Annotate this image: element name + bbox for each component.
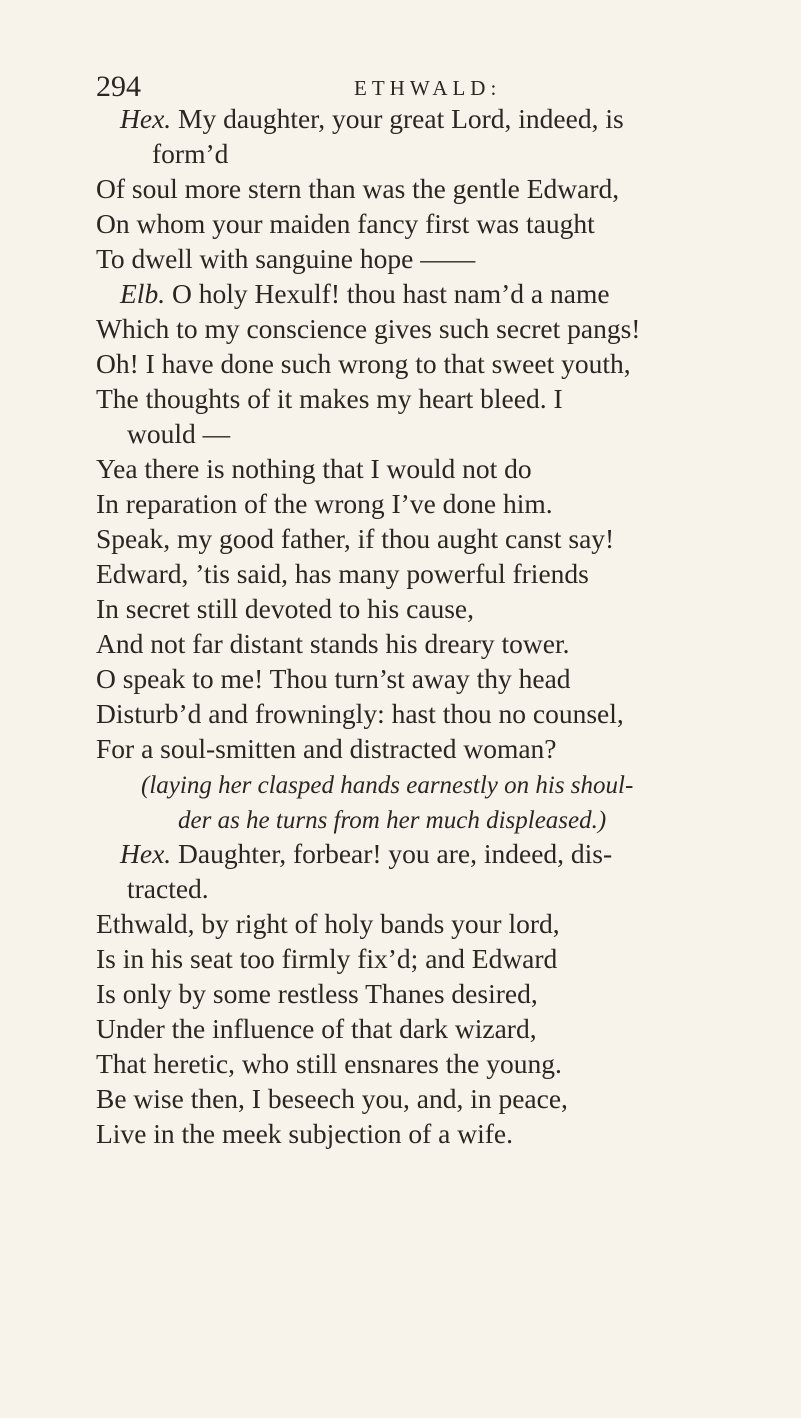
line-text: Live in the meek subjection of a wife. bbox=[96, 1118, 513, 1149]
verse-line bbox=[96, 487, 553, 521]
line-text: Yea there is nothing that I would not do bbox=[96, 453, 532, 484]
line-text: In secret still devoted to his cause, bbox=[96, 593, 475, 624]
verse-line bbox=[141, 767, 633, 803]
verse-line bbox=[120, 102, 624, 136]
verse-line bbox=[96, 522, 614, 556]
verse-line bbox=[127, 872, 209, 906]
stage-direction: der as he turns from her much displeased.) bbox=[178, 807, 607, 834]
verse-line bbox=[127, 417, 230, 451]
verse-line bbox=[120, 277, 610, 311]
verse-line bbox=[96, 312, 640, 346]
stage-direction: (laying her clasped hands earnestly on his shoul- bbox=[141, 772, 634, 799]
line-text: O holy Hexulf! thou hast nam’d a name bbox=[165, 278, 610, 309]
verse-line bbox=[96, 557, 589, 591]
line-text: Is in his seat too firmly fix’d; and Edward bbox=[96, 943, 558, 974]
line-text: tracted. bbox=[127, 873, 209, 904]
line-text: For a soul-smitten and distracted woman? bbox=[96, 733, 557, 764]
line-text: The thoughts of it makes my heart bleed. I bbox=[96, 383, 563, 414]
verse-line bbox=[96, 1082, 568, 1116]
line-text: Speak, my good father, if thou aught canst say! bbox=[96, 523, 615, 554]
verse-line bbox=[96, 592, 474, 626]
line-text: O speak to me! Thou turn’st away thy head bbox=[96, 663, 571, 694]
verse-line bbox=[96, 732, 557, 766]
verse-line bbox=[96, 977, 538, 1011]
verse-line bbox=[96, 942, 557, 976]
verse-line bbox=[96, 1012, 537, 1046]
verse-line bbox=[178, 802, 606, 838]
line-text: Of soul more stern than was the gentle Edward, bbox=[96, 173, 620, 204]
page-number: 294 bbox=[96, 70, 141, 103]
verse-line bbox=[152, 137, 228, 171]
speaker-name: Elb. bbox=[120, 278, 166, 309]
verse-line bbox=[96, 1047, 562, 1081]
line-text: Is only by some restless Thanes desired, bbox=[96, 978, 538, 1009]
verse-line bbox=[120, 837, 612, 871]
line-text: form’d bbox=[152, 138, 229, 169]
line-text: In reparation of the wrong I’ve done him. bbox=[96, 488, 553, 519]
line-text: Under the influence of that dark wizard, bbox=[96, 1013, 537, 1044]
verse-line bbox=[96, 382, 563, 416]
verse-line bbox=[96, 907, 560, 941]
line-text: would — bbox=[127, 418, 231, 449]
verse-line bbox=[96, 172, 619, 206]
verse-line bbox=[96, 207, 595, 241]
line-text: That heretic, who still ensnares the young. bbox=[96, 1048, 562, 1079]
line-text: Edward, ’tis said, has many powerful friends bbox=[96, 558, 589, 589]
line-text: Daughter, forbear! you are, indeed, dis- bbox=[171, 838, 613, 869]
line-text: Which to my conscience gives such secret pangs! bbox=[96, 313, 641, 344]
line-text: Oh! I have done such wrong to that sweet youth, bbox=[96, 348, 631, 379]
line-text: Disturb’d and frowningly: hast thou no counsel, bbox=[96, 698, 624, 729]
verse-line bbox=[96, 697, 624, 731]
running-head: ETHWALD: bbox=[354, 76, 502, 100]
speaker-name: Hex. bbox=[120, 838, 172, 869]
verse-line bbox=[96, 662, 571, 696]
verse-line bbox=[96, 627, 570, 661]
line-text: To dwell with sanguine hope —— bbox=[96, 243, 476, 274]
line-text: Be wise then, I beseech you, and, in peace, bbox=[96, 1083, 568, 1114]
verse-line bbox=[96, 347, 631, 381]
line-text: And not far distant stands his dreary tower. bbox=[96, 628, 570, 659]
verse-line bbox=[96, 1117, 513, 1151]
verse-line bbox=[96, 452, 532, 486]
line-text: On whom your maiden fancy first was taught bbox=[96, 208, 595, 239]
line-text: My daughter, your great Lord, indeed, is bbox=[171, 103, 624, 134]
speaker-name: Hex. bbox=[120, 103, 172, 134]
verse-line bbox=[96, 242, 475, 276]
line-text: Ethwald, by right of holy bands your lord, bbox=[96, 908, 560, 939]
